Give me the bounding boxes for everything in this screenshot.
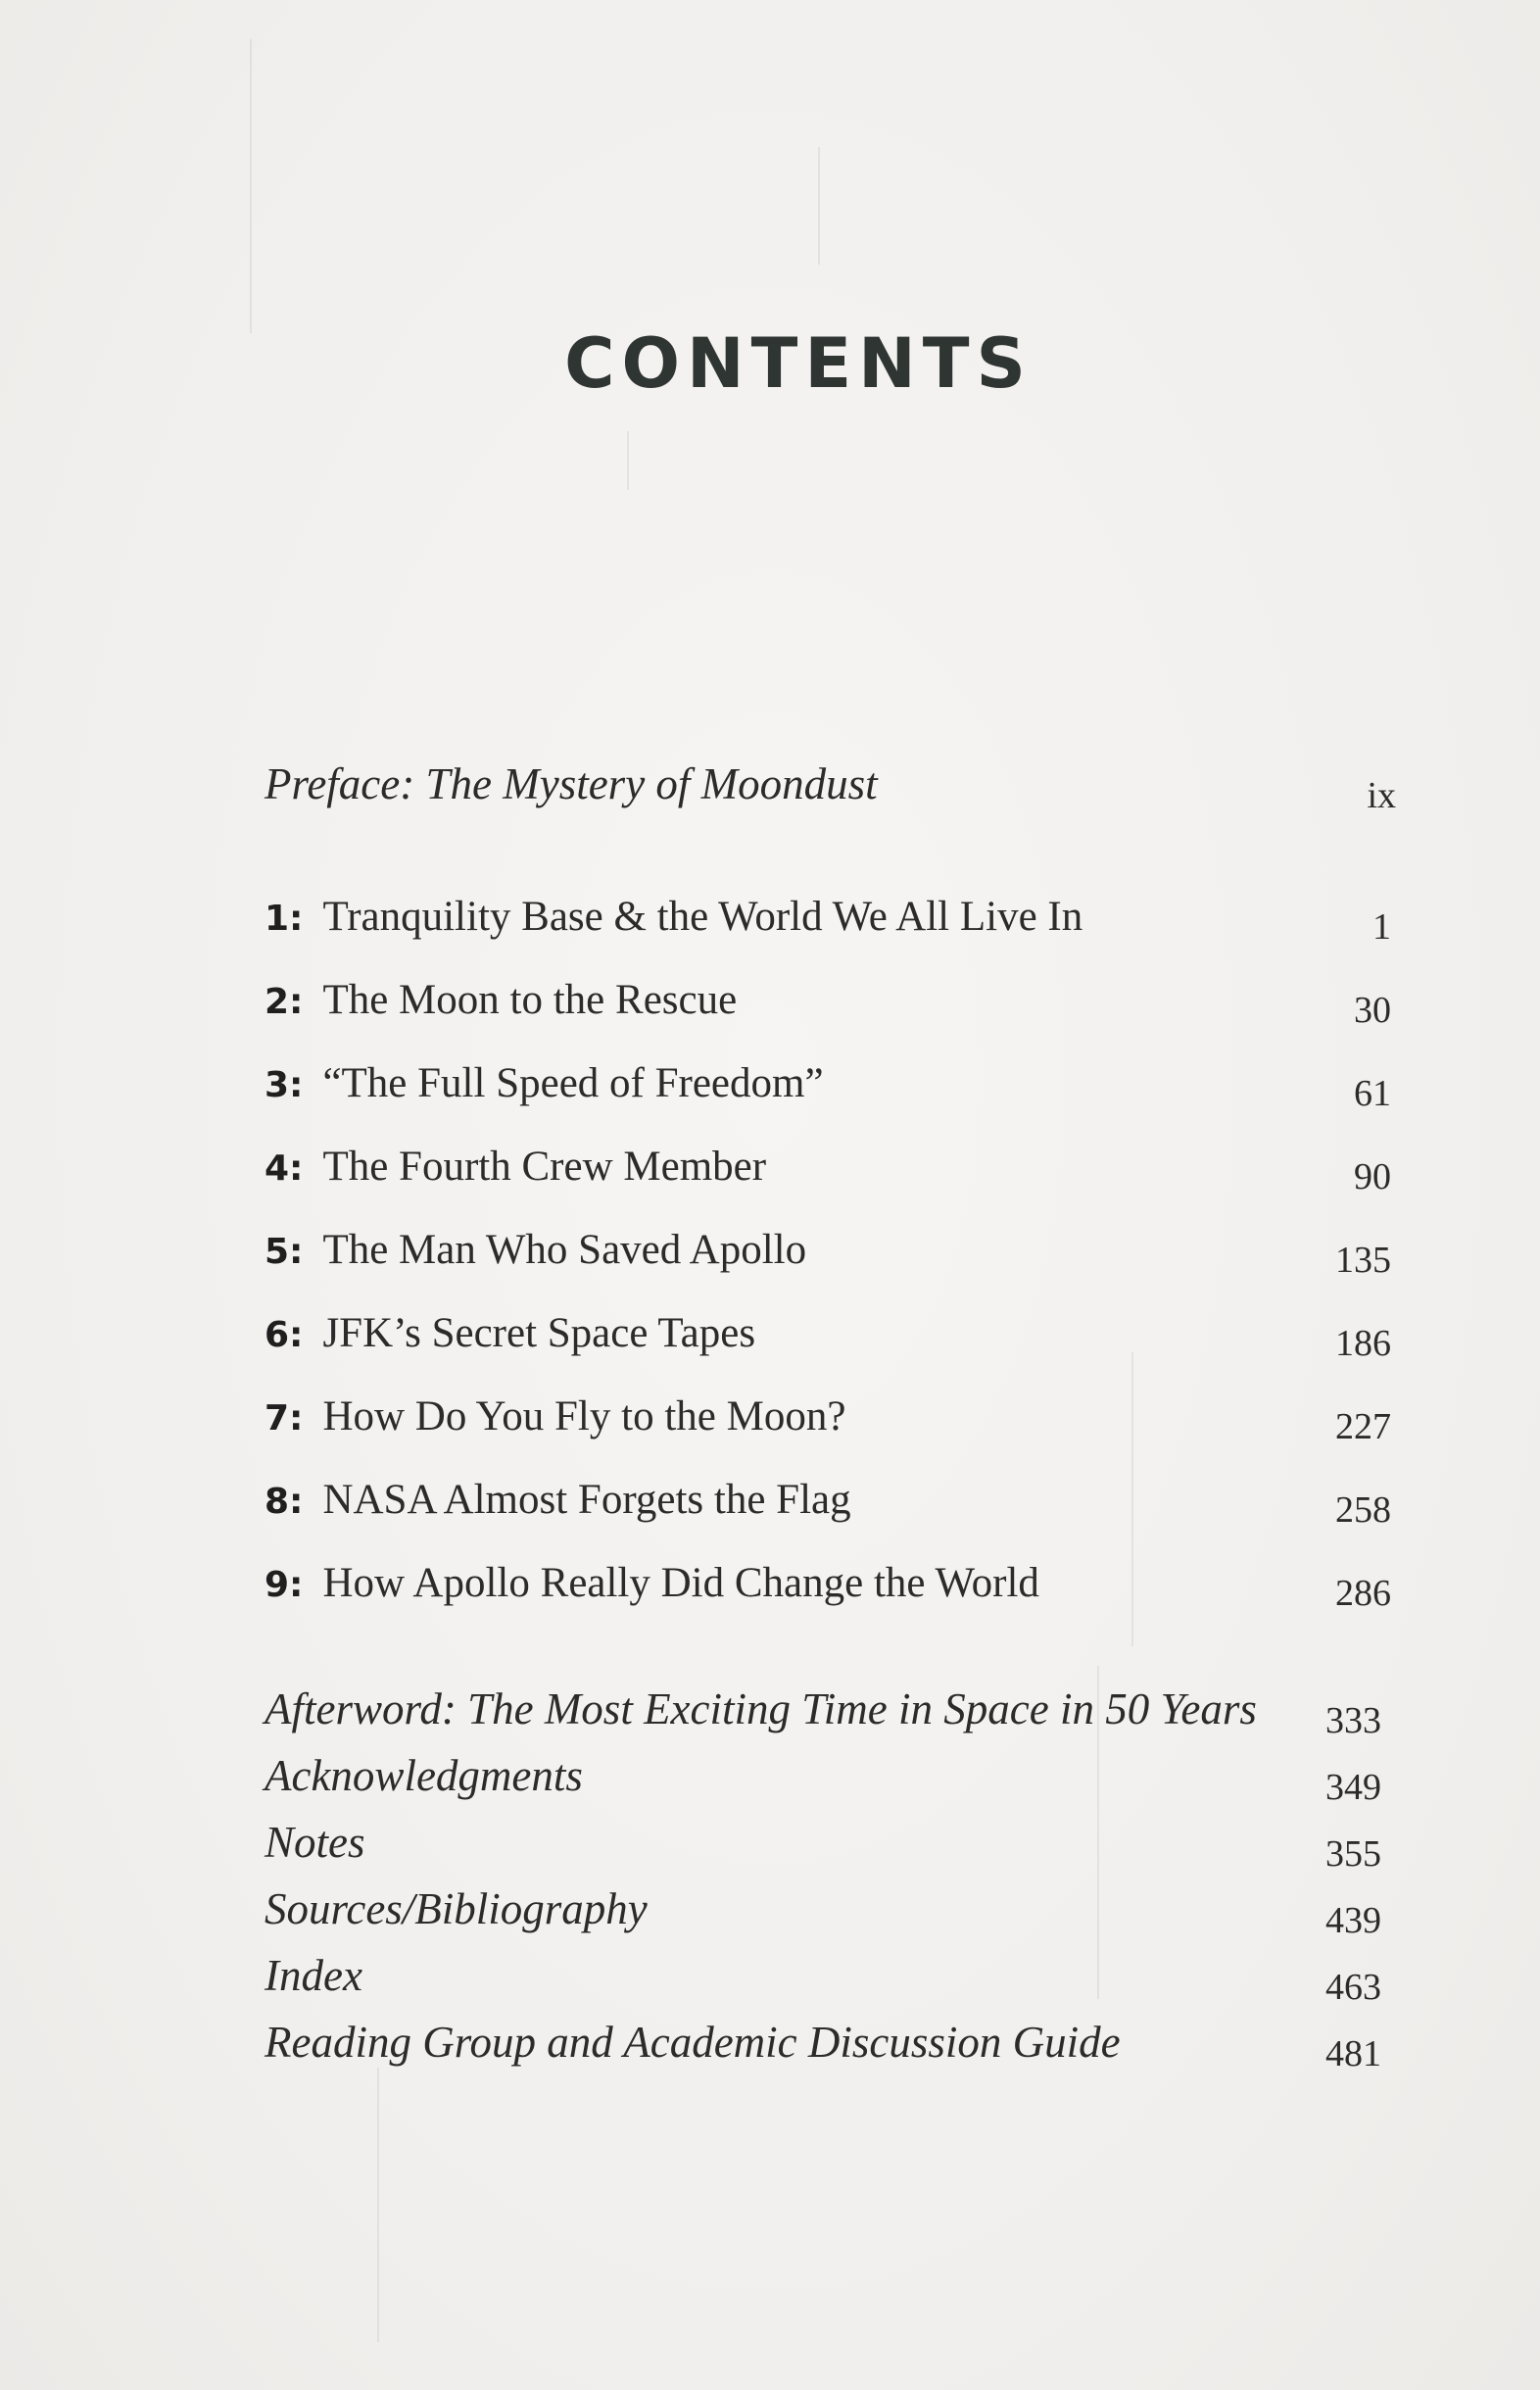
toc-chapter: [265, 1132, 1391, 1197]
page-title: CONTENTS: [564, 323, 1033, 404]
chapter-title: Tranquility Base & the World We All Live In: [322, 894, 1083, 940]
chapter-number: 4:: [265, 1148, 304, 1189]
chapter-title: The Moon to the Rescue: [322, 977, 738, 1023]
toc-chapter: [265, 1548, 1391, 1614]
toc-entry-preface: [265, 751, 1396, 816]
chapter-page: 135: [1335, 1240, 1391, 1281]
toc-back-matter: [265, 2009, 1381, 2074]
toc-entry-page: ix: [1367, 775, 1396, 816]
back-matter-page: 333: [1325, 1700, 1381, 1741]
scan-streak: [250, 39, 252, 333]
toc-chapter: [265, 1049, 1391, 1114]
toc-back-matter: [265, 1942, 1381, 2008]
back-matter-page: 463: [1325, 1967, 1381, 2008]
chapter-page: 286: [1335, 1573, 1391, 1614]
toc-chapter: [265, 1465, 1391, 1531]
chapter-title: The Man Who Saved Apollo: [322, 1227, 807, 1273]
chapter-page: 1: [1372, 906, 1391, 948]
chapter-title: The Fourth Crew Member: [322, 1144, 767, 1190]
back-matter-page: 355: [1325, 1833, 1381, 1875]
toc-back-matter: [265, 1676, 1381, 1741]
back-matter-page: 481: [1325, 2033, 1381, 2074]
toc-chapter: [265, 1382, 1391, 1447]
chapter-title: How Do You Fly to the Moon?: [322, 1393, 846, 1439]
chapter-page: 186: [1335, 1323, 1391, 1364]
toc-chapter: [265, 1215, 1391, 1281]
chapter-number: 9:: [265, 1565, 304, 1605]
chapter-title: How Apollo Really Did Change the World: [322, 1560, 1039, 1606]
back-matter-label: Notes: [265, 1818, 365, 1867]
chapter-number: 2:: [265, 982, 304, 1022]
back-matter-page: 439: [1325, 1900, 1381, 1941]
scan-streak: [818, 147, 820, 265]
chapter-number: 6:: [265, 1315, 304, 1355]
chapter-title: JFK’s Secret Space Tapes: [322, 1310, 756, 1356]
toc-back-matter: [265, 1742, 1381, 1808]
back-matter-label: Index: [265, 1951, 362, 2000]
chapter-number: 7:: [265, 1398, 304, 1439]
toc-chapter: [265, 1298, 1391, 1364]
back-matter-label: Sources/Bibliography: [265, 1884, 648, 1933]
scan-streak: [377, 2068, 379, 2342]
chapter-number: 3:: [265, 1065, 304, 1105]
toc-chapter: [265, 882, 1391, 948]
chapter-page: 90: [1354, 1156, 1391, 1197]
chapter-page: 61: [1354, 1073, 1391, 1114]
scan-streak: [627, 431, 629, 490]
chapter-page: 258: [1335, 1489, 1391, 1531]
chapter-number: 8:: [265, 1482, 304, 1522]
toc-back-matter: [265, 1809, 1381, 1875]
chapter-title: NASA Almost Forgets the Flag: [322, 1477, 851, 1523]
back-matter-label: Afterword: The Most Exciting Time in Space in 50 Years: [265, 1684, 1257, 1733]
toc-entry-label: Preface: The Mystery of Moondust: [265, 759, 878, 808]
chapter-page: 227: [1335, 1406, 1391, 1447]
chapter-title: “The Full Speed of Freedom”: [322, 1060, 824, 1106]
back-matter-page: 349: [1325, 1767, 1381, 1808]
toc-chapter: [265, 965, 1391, 1031]
back-matter-label: Reading Group and Academic Discussion Guide: [265, 2018, 1121, 2067]
chapter-number: 5:: [265, 1232, 304, 1272]
toc-back-matter: [265, 1876, 1381, 1941]
chapter-page: 30: [1354, 990, 1391, 1031]
back-matter-label: Acknowledgments: [265, 1751, 583, 1800]
chapter-number: 1:: [265, 899, 304, 939]
